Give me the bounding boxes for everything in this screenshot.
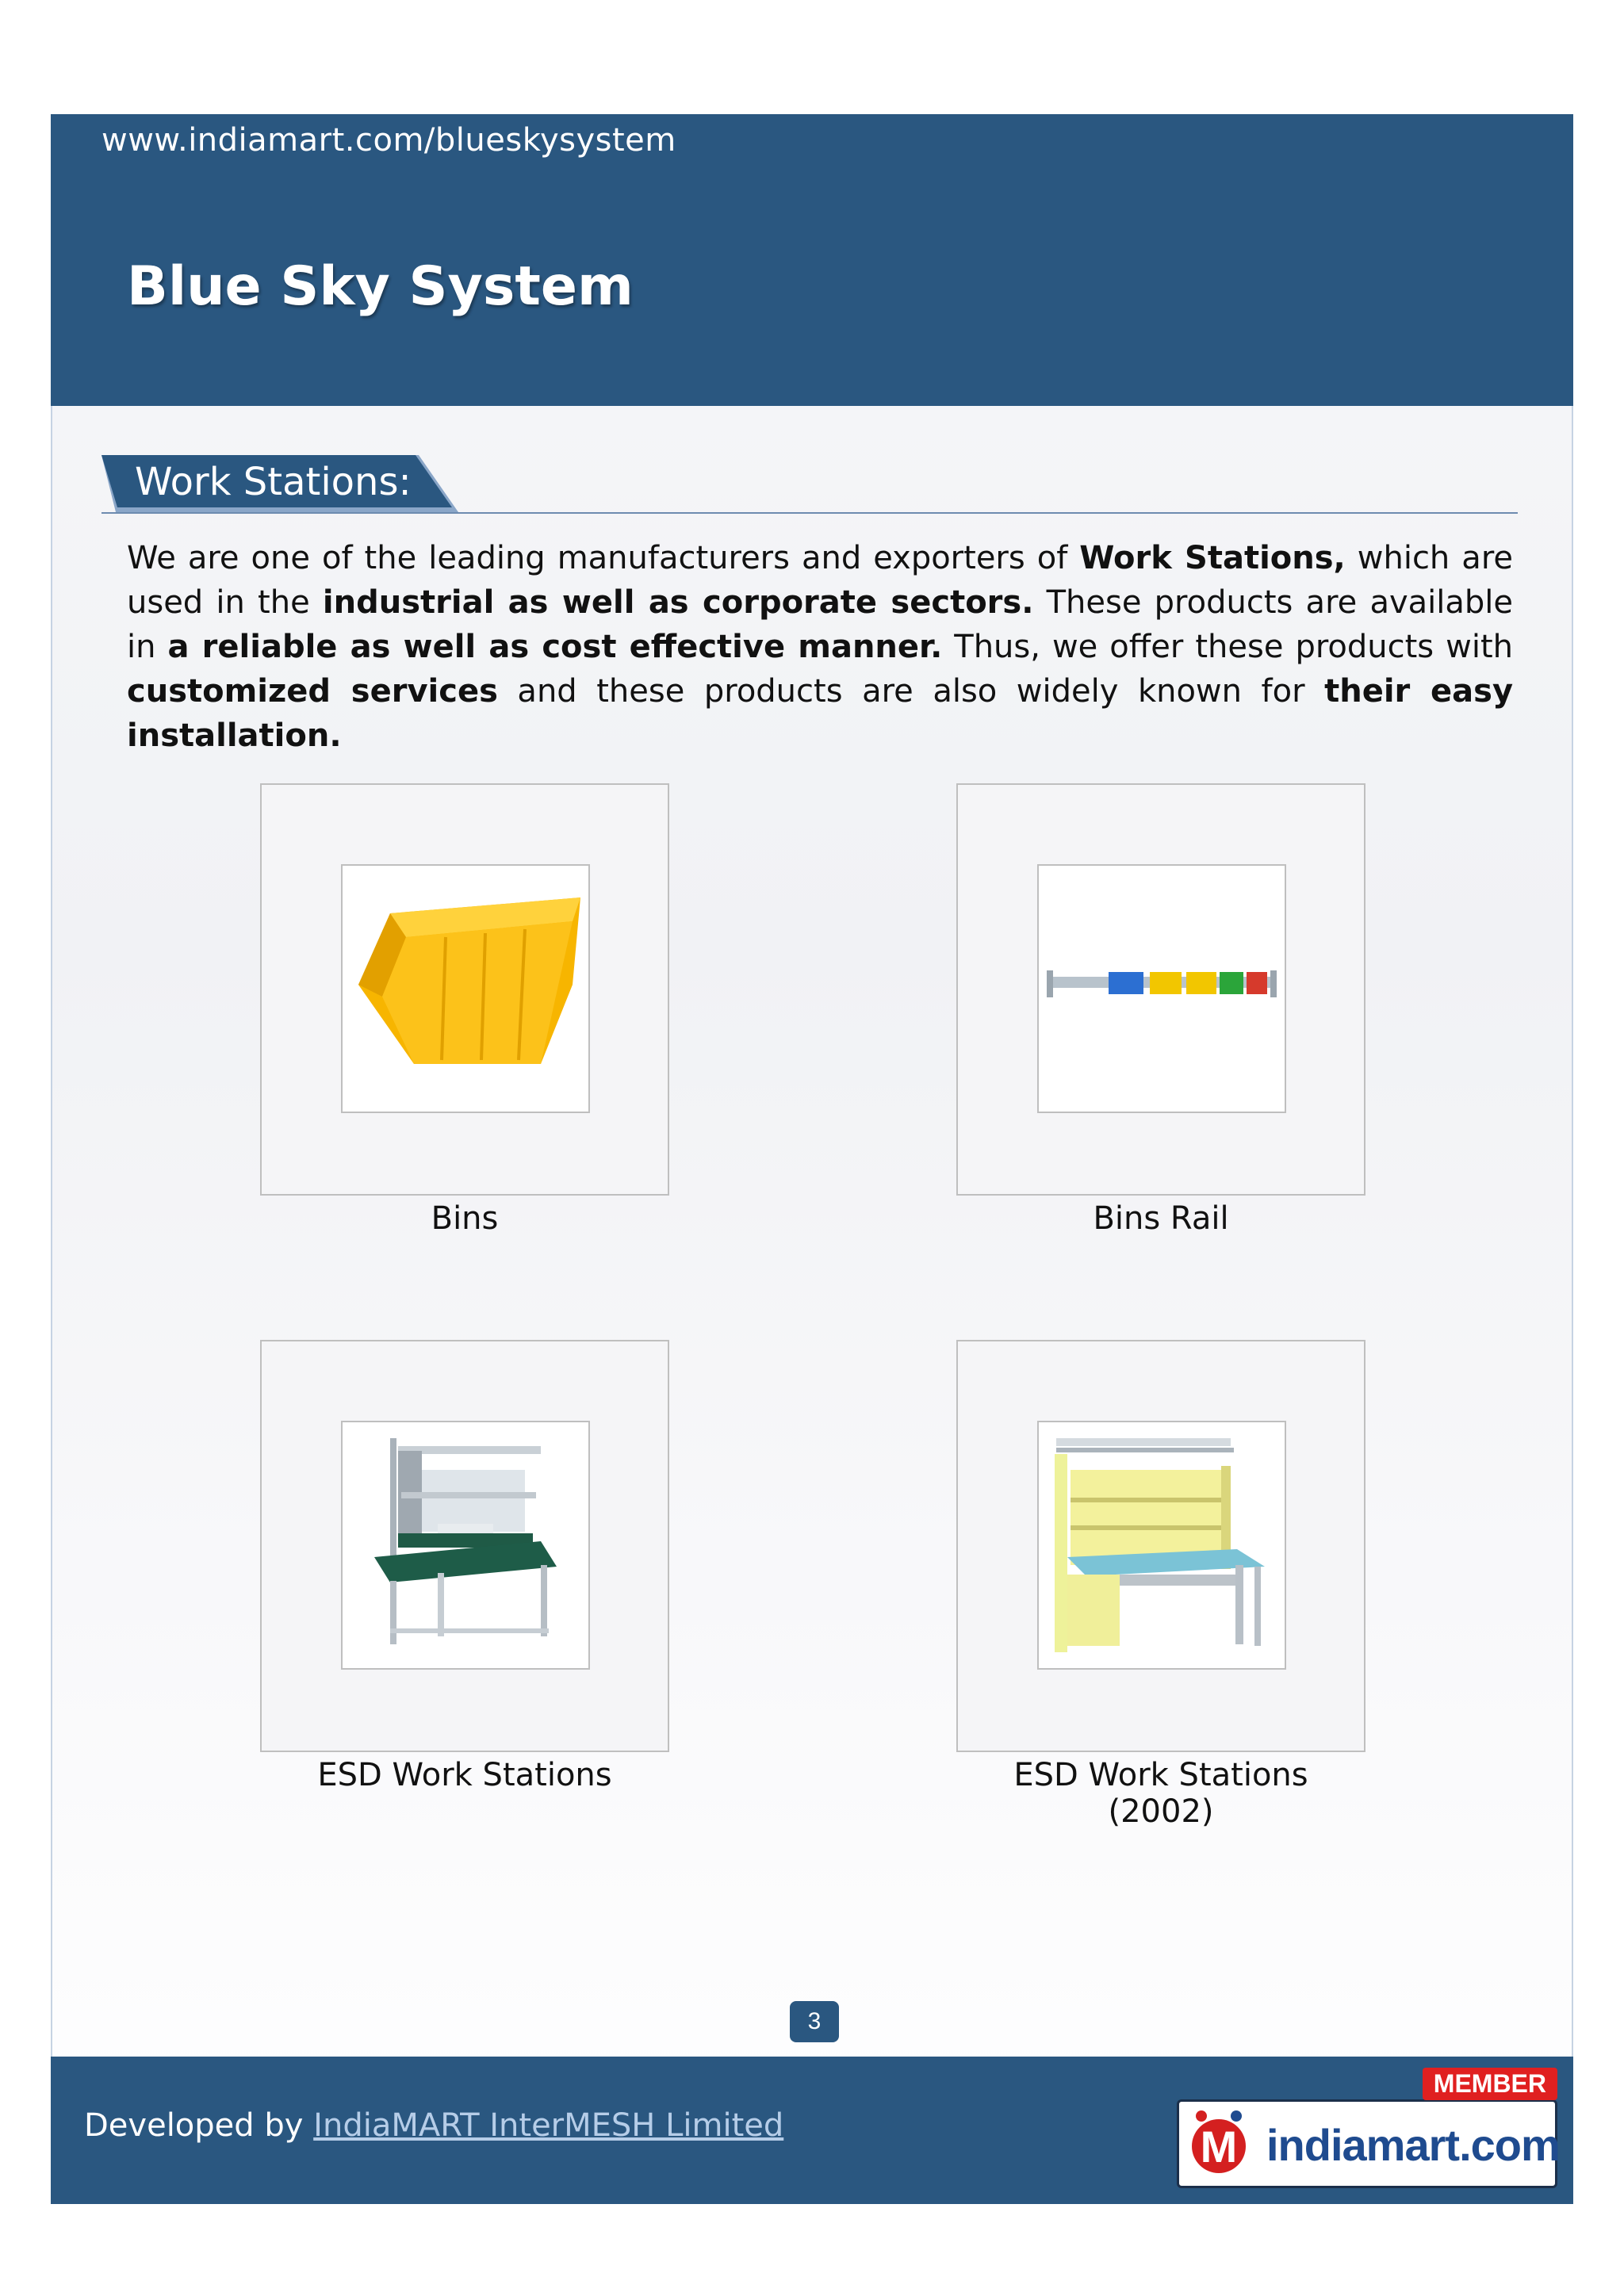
indiamart-logo-text <box>1266 2119 1560 2171</box>
intro-bold: Work Stations, <box>1079 540 1346 576</box>
product-image-esd-work-stations-2002[interactable] <box>1037 1421 1286 1670</box>
product-card-bins[interactable] <box>260 783 669 1196</box>
product-name-esd-work-stations[interactable]: ESD Work Stations <box>317 1757 612 1793</box>
developed-by-label: Developed by <box>84 2107 314 2144</box>
logo-main-text: indiamart <box>1266 2120 1460 2170</box>
indiamart-member-badge[interactable] <box>1177 2068 1560 2188</box>
product-card-esd-work-stations-2002[interactable] <box>956 1340 1365 1752</box>
intro-text: and these products are also widely known for <box>497 673 1325 710</box>
intro-text: Thus, we offer these products with <box>942 629 1513 665</box>
developer-link[interactable]: IndiaMART InterMESH Limited <box>313 2107 784 2144</box>
indiamart-logo <box>1177 2099 1560 2188</box>
intro-paragraph <box>127 536 1513 758</box>
intro-bold: their easy installation. <box>127 673 1514 754</box>
section-divider <box>102 512 1518 514</box>
product-card-bins-rail[interactable] <box>956 783 1365 1196</box>
product-name-esd-work-stations-2002[interactable]: ESD Work Stations (2002) <box>1013 1757 1308 1830</box>
product-image-esd-work-stations[interactable] <box>341 1421 590 1670</box>
member-tag: MEMBER <box>1423 2068 1557 2100</box>
esd-workstation-2002-icon <box>1039 1422 1285 1668</box>
svg-text:M: M <box>1200 2122 1238 2172</box>
bins-rail-icon <box>1039 866 1285 1112</box>
page-number: 3 <box>790 2001 839 2042</box>
product-image-bins-rail[interactable] <box>1037 864 1286 1113</box>
logo-suffix-text: .com <box>1459 2120 1560 2170</box>
header-banner <box>51 114 1573 406</box>
indiamart-m-icon <box>1187 2105 1258 2184</box>
section-tab <box>102 455 458 511</box>
product-image-bins[interactable] <box>341 864 590 1113</box>
intro-bold: industrial as well as corporate sectors. <box>322 584 1034 621</box>
section-title: Work Stations: <box>135 460 412 504</box>
bin-icon <box>343 866 588 1112</box>
product-card-esd-work-stations[interactable] <box>260 1340 669 1752</box>
intro-text: which are used in the <box>127 540 1513 621</box>
intro-text: We are one of the leading manufacturers and exporters of <box>127 540 1080 576</box>
product-name-bins-rail[interactable]: Bins Rail <box>1093 1200 1229 1237</box>
developed-by <box>84 2107 783 2144</box>
product-name-bins[interactable]: Bins <box>431 1200 499 1237</box>
site-url[interactable]: www.indiamart.com/blueskysystem <box>102 122 676 159</box>
intro-text: These products are available in <box>127 584 1513 665</box>
esd-workstation-icon <box>343 1422 588 1668</box>
footer-banner <box>51 2057 1573 2204</box>
intro-bold: a reliable as well as cost effective manner. <box>167 629 943 665</box>
company-name: Blue Sky System <box>127 255 634 318</box>
intro-bold: customized services <box>127 673 498 710</box>
